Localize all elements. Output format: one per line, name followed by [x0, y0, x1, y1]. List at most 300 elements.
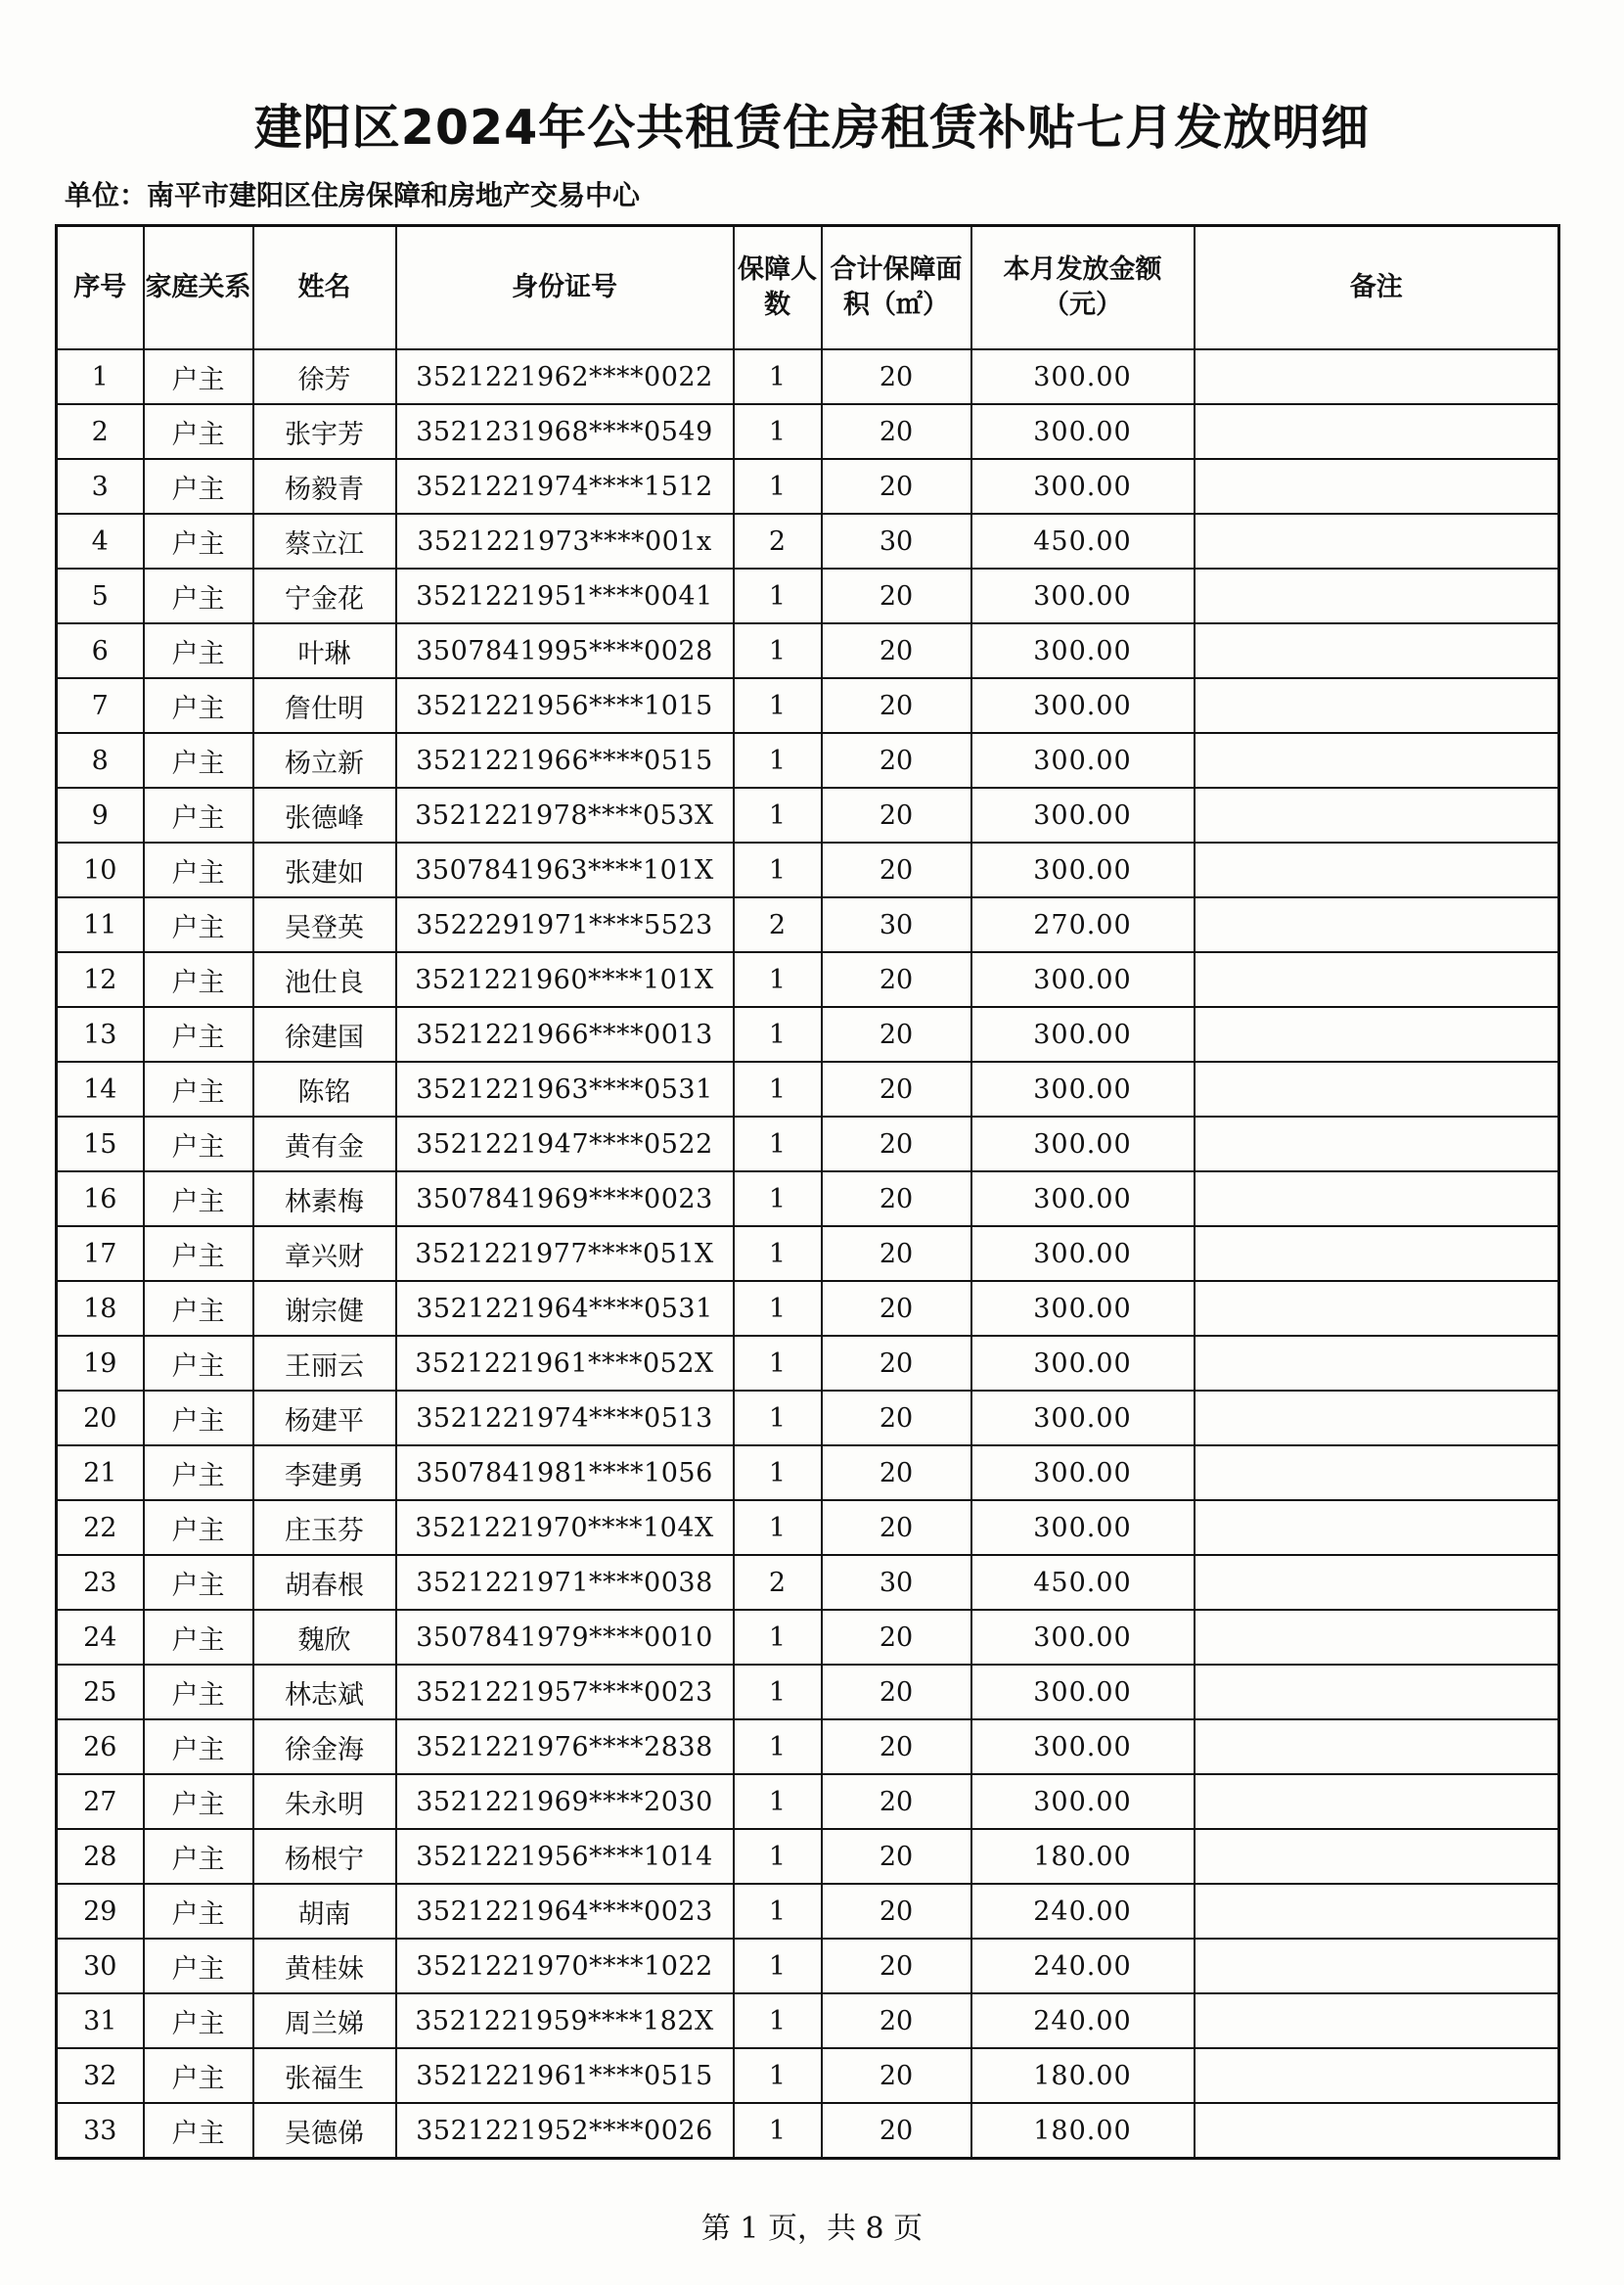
cell-area: 20 [822, 2103, 971, 2159]
cell-remark [1195, 404, 1559, 459]
cell-amount: 450.00 [971, 514, 1195, 569]
cell-name: 徐建国 [253, 1007, 396, 1062]
cell-amount: 240.00 [971, 1884, 1195, 1939]
header-amount: 本月发放金额（元） [971, 226, 1195, 350]
cell-seq: 24 [57, 1610, 144, 1665]
table-row [57, 843, 1559, 897]
cell-area: 20 [822, 1062, 971, 1117]
cell-area: 20 [822, 1445, 971, 1500]
cell-remark [1195, 1829, 1559, 1884]
cell-relation: 户主 [144, 1610, 253, 1665]
cell-area: 20 [822, 733, 971, 788]
cell-relation: 户主 [144, 2048, 253, 2103]
cell-relation: 户主 [144, 349, 253, 404]
table-row [57, 1993, 1559, 2048]
cell-id-number: 3521231968****0549 [396, 404, 734, 459]
cell-name: 宁金花 [253, 569, 396, 623]
table-row [57, 514, 1559, 569]
cell-id-number: 3521221957****0023 [396, 1665, 734, 1719]
cell-id-number: 3521221951****0041 [396, 569, 734, 623]
cell-relation: 户主 [144, 404, 253, 459]
cell-area: 20 [822, 1884, 971, 1939]
header-area: 合计保障面积（㎡） [822, 226, 971, 350]
cell-amount: 300.00 [971, 1665, 1195, 1719]
cell-persons: 1 [734, 678, 822, 733]
cell-seq: 17 [57, 1226, 144, 1281]
cell-relation: 户主 [144, 1117, 253, 1171]
cell-id-number: 3521221959****182X [396, 1993, 734, 2048]
table-row [57, 349, 1559, 404]
cell-seq: 2 [57, 404, 144, 459]
cell-relation: 户主 [144, 843, 253, 897]
cell-area: 20 [822, 1226, 971, 1281]
cell-persons: 1 [734, 843, 822, 897]
table-row [57, 404, 1559, 459]
cell-amount: 300.00 [971, 843, 1195, 897]
cell-name: 叶琳 [253, 623, 396, 678]
cell-id-number: 3521221961****052X [396, 1336, 734, 1391]
cell-name: 杨毅青 [253, 459, 396, 514]
cell-seq: 15 [57, 1117, 144, 1171]
cell-remark [1195, 2103, 1559, 2159]
cell-id-number: 3507841979****0010 [396, 1610, 734, 1665]
table-row [57, 1445, 1559, 1500]
cell-amount: 450.00 [971, 1555, 1195, 1610]
table-row [57, 733, 1559, 788]
cell-persons: 1 [734, 1117, 822, 1171]
cell-area: 20 [822, 1719, 971, 1774]
cell-name: 杨立新 [253, 733, 396, 788]
cell-remark [1195, 2048, 1559, 2103]
cell-relation: 户主 [144, 788, 253, 843]
cell-name: 林素梅 [253, 1171, 396, 1226]
cell-relation: 户主 [144, 623, 253, 678]
cell-area: 20 [822, 2048, 971, 2103]
cell-remark [1195, 952, 1559, 1007]
cell-seq: 16 [57, 1171, 144, 1226]
cell-name: 黄有金 [253, 1117, 396, 1171]
cell-amount: 300.00 [971, 1062, 1195, 1117]
header-persons: 保障人数 [734, 226, 822, 350]
cell-remark [1195, 1281, 1559, 1336]
cell-amount: 300.00 [971, 1719, 1195, 1774]
cell-amount: 300.00 [971, 733, 1195, 788]
cell-relation: 户主 [144, 1993, 253, 2048]
cell-persons: 1 [734, 569, 822, 623]
cell-id-number: 3507841963****101X [396, 843, 734, 897]
cell-amount: 300.00 [971, 404, 1195, 459]
cell-name: 詹仕明 [253, 678, 396, 733]
cell-amount: 180.00 [971, 1829, 1195, 1884]
cell-name: 林志斌 [253, 1665, 396, 1719]
cell-seq: 26 [57, 1719, 144, 1774]
cell-id-number: 3521221974****1512 [396, 459, 734, 514]
table-row [57, 1007, 1559, 1062]
cell-name: 周兰娣 [253, 1993, 396, 2048]
cell-id-number: 3521221970****1022 [396, 1939, 734, 1993]
cell-seq: 25 [57, 1665, 144, 1719]
table-row [57, 1555, 1559, 1610]
cell-name: 陈铭 [253, 1062, 396, 1117]
cell-seq: 6 [57, 623, 144, 678]
cell-persons: 1 [734, 1610, 822, 1665]
cell-area: 20 [822, 678, 971, 733]
cell-seq: 9 [57, 788, 144, 843]
cell-persons: 1 [734, 1719, 822, 1774]
cell-area: 20 [822, 788, 971, 843]
table-row [57, 1226, 1559, 1281]
cell-name: 张建如 [253, 843, 396, 897]
cell-remark [1195, 678, 1559, 733]
cell-amount: 180.00 [971, 2048, 1195, 2103]
cell-amount: 300.00 [971, 1007, 1195, 1062]
table-row [57, 897, 1559, 952]
cell-seq: 20 [57, 1391, 144, 1445]
cell-seq: 18 [57, 1281, 144, 1336]
table-row [57, 459, 1559, 514]
header-id-number: 身份证号 [396, 226, 734, 350]
table-row [57, 569, 1559, 623]
header-remark: 备注 [1195, 226, 1559, 350]
cell-relation: 户主 [144, 1281, 253, 1336]
cell-id-number: 3521221974****0513 [396, 1391, 734, 1445]
cell-seq: 28 [57, 1829, 144, 1884]
cell-area: 20 [822, 1610, 971, 1665]
cell-name: 张宇芳 [253, 404, 396, 459]
cell-amount: 240.00 [971, 1939, 1195, 1993]
cell-amount: 270.00 [971, 897, 1195, 952]
cell-persons: 1 [734, 1007, 822, 1062]
cell-area: 20 [822, 1939, 971, 1993]
cell-area: 20 [822, 1500, 971, 1555]
cell-area: 20 [822, 1391, 971, 1445]
cell-id-number: 3521221971****0038 [396, 1555, 734, 1610]
cell-remark [1195, 1993, 1559, 2048]
page-footer: 第 1 页，共 8 页 [700, 2212, 924, 2246]
cell-amount: 300.00 [971, 1774, 1195, 1829]
cell-area: 20 [822, 1007, 971, 1062]
cell-persons: 1 [734, 952, 822, 1007]
cell-name: 吴德俤 [253, 2103, 396, 2159]
cell-name: 杨建平 [253, 1391, 396, 1445]
cell-remark [1195, 349, 1559, 404]
table-row [57, 1719, 1559, 1774]
cell-persons: 1 [734, 349, 822, 404]
cell-seq: 30 [57, 1939, 144, 1993]
cell-relation: 户主 [144, 459, 253, 514]
cell-amount: 300.00 [971, 952, 1195, 1007]
cell-persons: 2 [734, 514, 822, 569]
cell-name: 王丽云 [253, 1336, 396, 1391]
cell-relation: 户主 [144, 1062, 253, 1117]
cell-persons: 1 [734, 2103, 822, 2159]
cell-remark [1195, 1445, 1559, 1500]
cell-persons: 1 [734, 733, 822, 788]
cell-id-number: 3521221962****0022 [396, 349, 734, 404]
cell-id-number: 3521221947****0522 [396, 1117, 734, 1171]
cell-remark [1195, 1336, 1559, 1391]
table-row [57, 1939, 1559, 1993]
cell-remark [1195, 843, 1559, 897]
cell-name: 黄桂妹 [253, 1939, 396, 1993]
cell-amount: 300.00 [971, 1117, 1195, 1171]
cell-area: 20 [822, 349, 971, 404]
cell-persons: 1 [734, 459, 822, 514]
cell-seq: 5 [57, 569, 144, 623]
cell-id-number: 3521221973****001x [396, 514, 734, 569]
cell-name: 杨根宁 [253, 1829, 396, 1884]
cell-remark [1195, 459, 1559, 514]
cell-amount: 300.00 [971, 459, 1195, 514]
cell-amount: 300.00 [971, 788, 1195, 843]
table-row [57, 1884, 1559, 1939]
cell-remark [1195, 1884, 1559, 1939]
cell-remark [1195, 1610, 1559, 1665]
unit-label: 单位：南平市建阳区住房保障和房地产交易中心 [65, 179, 641, 211]
cell-seq: 27 [57, 1774, 144, 1829]
cell-remark [1195, 1555, 1559, 1610]
cell-relation: 户主 [144, 1171, 253, 1226]
cell-remark [1195, 1500, 1559, 1555]
cell-amount: 240.00 [971, 1993, 1195, 2048]
cell-persons: 1 [734, 1884, 822, 1939]
cell-persons: 1 [734, 1226, 822, 1281]
cell-relation: 户主 [144, 1391, 253, 1445]
header-seq: 序号 [57, 226, 144, 350]
cell-id-number: 3507841969****0023 [396, 1171, 734, 1226]
cell-area: 20 [822, 404, 971, 459]
cell-persons: 2 [734, 897, 822, 952]
cell-id-number: 3507841995****0028 [396, 623, 734, 678]
table-row [57, 1062, 1559, 1117]
cell-amount: 300.00 [971, 1171, 1195, 1226]
cell-persons: 1 [734, 623, 822, 678]
header-name: 姓名 [253, 226, 396, 350]
cell-relation: 户主 [144, 1445, 253, 1500]
cell-id-number: 3521221978****053X [396, 788, 734, 843]
cell-relation: 户主 [144, 1939, 253, 1993]
cell-seq: 3 [57, 459, 144, 514]
cell-relation: 户主 [144, 1336, 253, 1391]
cell-persons: 1 [734, 1774, 822, 1829]
cell-seq: 23 [57, 1555, 144, 1610]
cell-area: 20 [822, 1774, 971, 1829]
cell-remark [1195, 1665, 1559, 1719]
cell-id-number: 3521221964****0531 [396, 1281, 734, 1336]
cell-name: 魏欣 [253, 1610, 396, 1665]
cell-amount: 300.00 [971, 569, 1195, 623]
cell-relation: 户主 [144, 1719, 253, 1774]
cell-amount: 300.00 [971, 349, 1195, 404]
cell-id-number: 3521221966****0515 [396, 733, 734, 788]
cell-seq: 22 [57, 1500, 144, 1555]
cell-id-number: 3521221970****104X [396, 1500, 734, 1555]
cell-seq: 11 [57, 897, 144, 952]
cell-seq: 1 [57, 349, 144, 404]
cell-relation: 户主 [144, 897, 253, 952]
cell-persons: 1 [734, 1336, 822, 1391]
cell-persons: 1 [734, 1281, 822, 1336]
table-row [57, 2103, 1559, 2159]
cell-id-number: 3521221976****2838 [396, 1719, 734, 1774]
cell-remark [1195, 1719, 1559, 1774]
cell-name: 庄玉芬 [253, 1500, 396, 1555]
cell-relation: 户主 [144, 514, 253, 569]
cell-area: 20 [822, 623, 971, 678]
cell-relation: 户主 [144, 1226, 253, 1281]
cell-relation: 户主 [144, 2103, 253, 2159]
cell-id-number: 3521221977****051X [396, 1226, 734, 1281]
cell-relation: 户主 [144, 569, 253, 623]
cell-remark [1195, 623, 1559, 678]
cell-remark [1195, 733, 1559, 788]
cell-persons: 1 [734, 1829, 822, 1884]
cell-area: 20 [822, 843, 971, 897]
cell-relation: 户主 [144, 1007, 253, 1062]
cell-relation: 户主 [144, 1665, 253, 1719]
cell-amount: 300.00 [971, 1226, 1195, 1281]
cell-remark [1195, 897, 1559, 952]
cell-name: 吴登英 [253, 897, 396, 952]
cell-id-number: 3521221966****0013 [396, 1007, 734, 1062]
cell-seq: 19 [57, 1336, 144, 1391]
cell-seq: 33 [57, 2103, 144, 2159]
cell-id-number: 3507841981****1056 [396, 1445, 734, 1500]
cell-persons: 2 [734, 1555, 822, 1610]
cell-id-number: 3522291971****5523 [396, 897, 734, 952]
cell-seq: 12 [57, 952, 144, 1007]
cell-id-number: 3521221963****0531 [396, 1062, 734, 1117]
cell-name: 张福生 [253, 2048, 396, 2103]
cell-seq: 29 [57, 1884, 144, 1939]
cell-seq: 14 [57, 1062, 144, 1117]
cell-name: 徐金海 [253, 1719, 396, 1774]
cell-remark [1195, 514, 1559, 569]
cell-remark [1195, 1939, 1559, 1993]
cell-amount: 300.00 [971, 1281, 1195, 1336]
table-body [57, 349, 1559, 2159]
cell-name: 朱永明 [253, 1774, 396, 1829]
cell-persons: 1 [734, 2048, 822, 2103]
cell-area: 30 [822, 1555, 971, 1610]
cell-relation: 户主 [144, 952, 253, 1007]
cell-id-number: 3521221969****2030 [396, 1774, 734, 1829]
cell-persons: 1 [734, 404, 822, 459]
subsidy-table [55, 224, 1560, 2160]
cell-persons: 1 [734, 1500, 822, 1555]
cell-relation: 户主 [144, 678, 253, 733]
cell-persons: 1 [734, 1391, 822, 1445]
cell-relation: 户主 [144, 1500, 253, 1555]
cell-seq: 10 [57, 843, 144, 897]
cell-amount: 300.00 [971, 1610, 1195, 1665]
cell-seq: 13 [57, 1007, 144, 1062]
cell-persons: 1 [734, 1062, 822, 1117]
cell-relation: 户主 [144, 1555, 253, 1610]
cell-area: 30 [822, 514, 971, 569]
table-row [57, 1665, 1559, 1719]
cell-seq: 4 [57, 514, 144, 569]
cell-remark [1195, 1226, 1559, 1281]
cell-amount: 300.00 [971, 1445, 1195, 1500]
cell-area: 30 [822, 897, 971, 952]
cell-area: 20 [822, 1171, 971, 1226]
cell-amount: 300.00 [971, 1336, 1195, 1391]
cell-seq: 32 [57, 2048, 144, 2103]
cell-amount: 180.00 [971, 2103, 1195, 2159]
cell-relation: 户主 [144, 733, 253, 788]
cell-persons: 1 [734, 1993, 822, 2048]
cell-seq: 21 [57, 1445, 144, 1500]
cell-remark [1195, 1117, 1559, 1171]
table-row [57, 1829, 1559, 1884]
table-row [57, 1774, 1559, 1829]
cell-persons: 1 [734, 1665, 822, 1719]
cell-relation: 户主 [144, 1829, 253, 1884]
cell-persons: 1 [734, 1171, 822, 1226]
cell-area: 20 [822, 569, 971, 623]
table-row [57, 1336, 1559, 1391]
cell-amount: 300.00 [971, 678, 1195, 733]
cell-area: 20 [822, 1336, 971, 1391]
cell-name: 徐芳 [253, 349, 396, 404]
cell-name: 蔡立江 [253, 514, 396, 569]
cell-remark [1195, 1391, 1559, 1445]
cell-name: 谢宗健 [253, 1281, 396, 1336]
cell-area: 20 [822, 1117, 971, 1171]
cell-area: 20 [822, 952, 971, 1007]
cell-id-number: 3521221960****101X [396, 952, 734, 1007]
cell-seq: 7 [57, 678, 144, 733]
table-row [57, 1610, 1559, 1665]
cell-area: 20 [822, 459, 971, 514]
table-row [57, 788, 1559, 843]
cell-id-number: 3521221961****0515 [396, 2048, 734, 2103]
cell-name: 李建勇 [253, 1445, 396, 1500]
table-row [57, 678, 1559, 733]
cell-persons: 1 [734, 788, 822, 843]
cell-id-number: 3521221964****0023 [396, 1884, 734, 1939]
table-row [57, 1281, 1559, 1336]
table-row [57, 1391, 1559, 1445]
cell-amount: 300.00 [971, 1391, 1195, 1445]
cell-relation: 户主 [144, 1884, 253, 1939]
cell-seq: 8 [57, 733, 144, 788]
cell-remark [1195, 1062, 1559, 1117]
cell-id-number: 3521221956****1015 [396, 678, 734, 733]
cell-remark [1195, 569, 1559, 623]
table-row [57, 623, 1559, 678]
table-header-row [57, 226, 1559, 350]
cell-area: 20 [822, 1993, 971, 2048]
cell-remark [1195, 788, 1559, 843]
cell-area: 20 [822, 1281, 971, 1336]
cell-amount: 300.00 [971, 1500, 1195, 1555]
cell-id-number: 3521221952****0026 [396, 2103, 734, 2159]
table-row [57, 1117, 1559, 1171]
cell-area: 20 [822, 1829, 971, 1884]
cell-remark [1195, 1171, 1559, 1226]
cell-relation: 户主 [144, 1774, 253, 1829]
table-row [57, 952, 1559, 1007]
cell-area: 20 [822, 1665, 971, 1719]
cell-name: 池仕良 [253, 952, 396, 1007]
cell-persons: 1 [734, 1939, 822, 1993]
cell-name: 胡春根 [253, 1555, 396, 1610]
table-row [57, 2048, 1559, 2103]
cell-remark [1195, 1774, 1559, 1829]
cell-amount: 300.00 [971, 623, 1195, 678]
